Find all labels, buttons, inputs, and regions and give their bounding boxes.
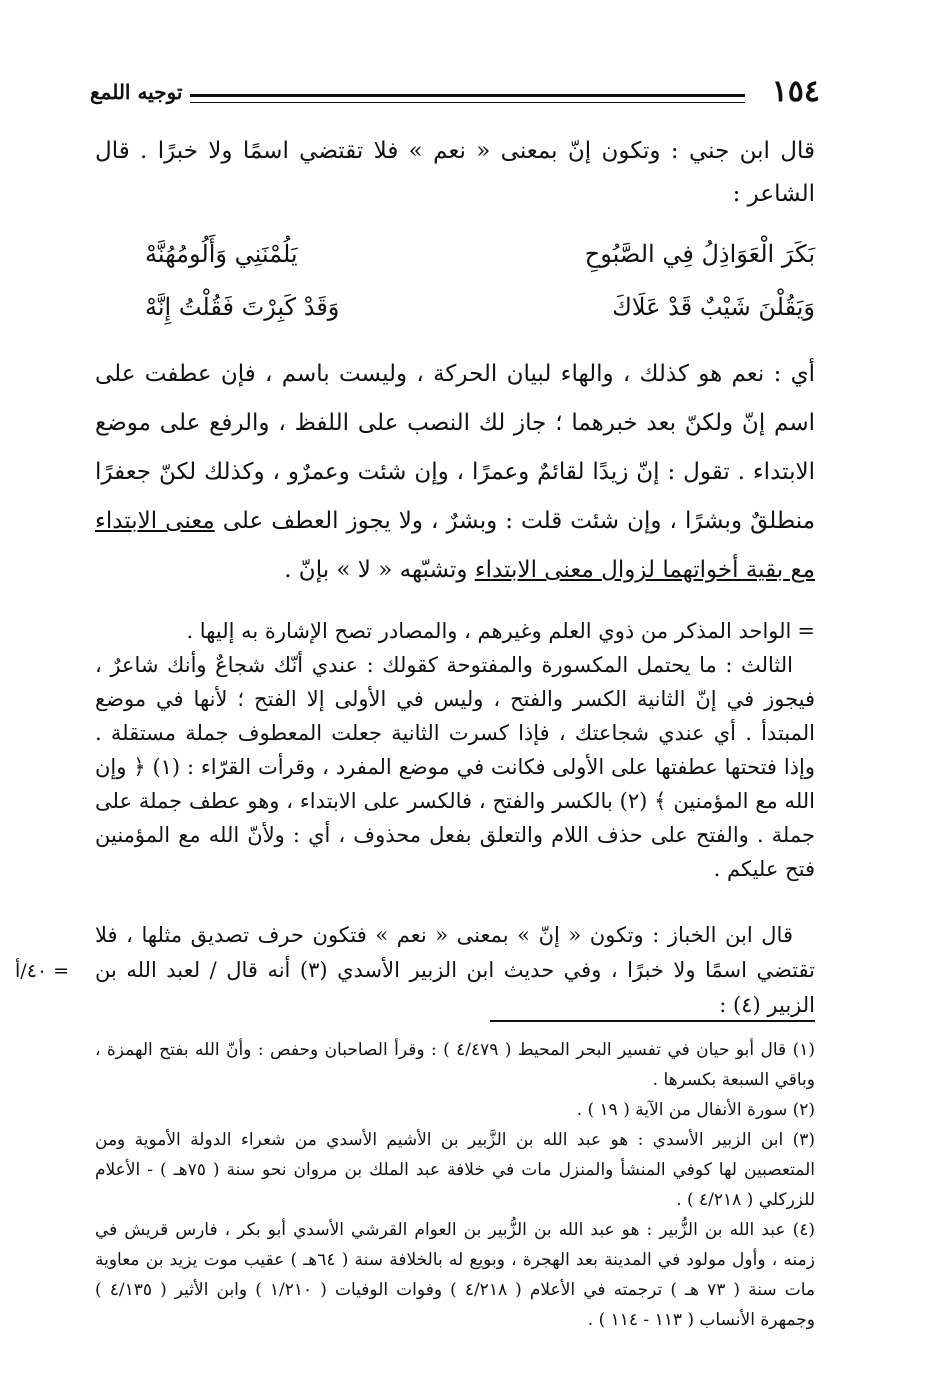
commentary-body: الثالث : ما يحتمل المكسورة والمفتوحة كقولك : عندي أنّك شجاعٌ وأنك شاعرٌ ، فيجوز في إنّ الثانية الكسر والفتح ، وليس في الأولى إلا الفتح ؛ لأنها في موضع المبتدأ . أي عندي شجاعتك ، فإذا كسرت الثانية جعلت المعطوف جملة مستقلة . وإذا فتحتها عطفتها على الأولى فكانت في موضع المفرد ، وقرأت القرّاء : (١) ﴿ وإن الله مع المؤمنين ﴾ (٢) بالكسر والفتح ، فالكسر على الابتداء ، وهو عطف جملة على جملة . والفتح على حذف اللام والتعلق بفعل محذوف ، أي : ولأنّ الله مع المؤمنين فتح عليكم .	[95, 653, 816, 881]
page-number: ١٥٤	[771, 74, 820, 109]
verse-line-1	[145, 240, 815, 288]
footnote-2: (٢) سورة الأنفال من الآية ( ١٩ ) .	[576, 1100, 815, 1120]
footnote-separator	[490, 1020, 815, 1022]
underlined-phrase: معنى الابتداء مع بقية أخواتهما لزوال معنى الابتداء	[95, 508, 815, 583]
explanation-tail: وتشبّهه « لا » بإنّ .	[284, 557, 475, 583]
commentary-section	[95, 614, 815, 886]
commentary-first-line	[95, 614, 815, 648]
paragraph-explanation	[95, 350, 815, 595]
verse-line-2	[145, 293, 815, 341]
page-header	[90, 72, 820, 112]
footnote-3: (٣) ابن الزبير الأسدي : هو عبد الله بن الزَّبير بن الأشيم الأسدي من شعراء الدولة الأموية ومن المتعصبين لها كوفي المنشأ والمنزل مات في خلافة عبد الملك بن مروان نحو سنة ( ٧٥هـ ) - الأعلام للزركلي ( ٤/٢١٨ ) .	[95, 1130, 816, 1210]
verse-hemistich: بَكَرَ الْعَوَاذِلُ فِي الصَّبُوحِ	[584, 240, 815, 268]
manuscript-folio-reference: ٤٠/أ =	[15, 960, 70, 982]
verse-hemistich: وَيَقُلْنَ شَيْبٌ قَدْ عَلَاكَ	[612, 293, 815, 321]
verse-hemistich: يَلُمْنَنِي وَأَلُومُهُنَّهْ	[145, 240, 298, 268]
footnotes	[95, 1035, 815, 1335]
verse-hemistich: وَقَدْ كَبِرْتَ فَقُلْتُ إِنَّهْ	[145, 293, 340, 321]
explanation-text: أي : نعم هو كذلك ، والهاء لبيان الحركة ، وليست باسم ، فإن عطفت على اسم إنّ ولكنّ بعد خبرهما ؛ جاز لك النصب على اللفظ ، والرفع على موضع الابتداء . تقول : إنّ زيدًا لقائمٌ وعمرًا ، وإن شئت وعمرٌو ، وكذلك لكنّ جعفرًا منطلقٌ وبشرًا ، وإن شئت قلت : وبشرٌ ، ولا يجوز العطف على	[95, 361, 816, 534]
footnote-4: (٤) عبد الله بن الزُّبير : هو عبد الله بن الزُّبير بن العوام القرشي الأسدي أبو بكر ، فارس قريش في زمنه ، وأول مولود في المدينة بعد الهجرة ، وبويع له بالخلافة سنة ( ٦٤هـ ) عقيب موت يزيد بن معاوية مات سنة ( ٧٣ هـ ) ترجمته في الأعلام ( ٤/٢١٨ ) وفوات الوفيات ( ١/٢١٠ ) وابن الأثير ( ٤/١٣٥ ) وجمهرة الأنساب ( ١١٣ - ١١٤ ) .	[95, 1220, 815, 1330]
running-title: توجيه اللمع	[90, 80, 183, 104]
continuation-mark: =	[797, 619, 815, 643]
ibn-khabbaz-text: قال ابن الخباز : وتكون « إنّ » بمعنى « نعم » فتكون حرف تصديق مثلها ، فلا تقتضي اسمًا ولا خبرًا ، وفي حديث ابن الزبير الأسدي (٣) أنه قال / لعبد الله بن الزبير (٤) :	[95, 923, 815, 1017]
header-rule	[190, 94, 745, 103]
footnote-1: (١) قال أبو حيان في تفسير البحر المحيط ( ٤/٤٧٩ ) : وقرأ الصاحبان وحفص : وأنّ الله بفتح الهمزة ، وباقي السبعة بكسرها .	[95, 1040, 815, 1090]
paragraph-ibn-khabbaz	[95, 918, 815, 1023]
commentary-line: الواحد المذكر من ذوي العلم وغيرهم ، والمصادر تصح الإشارة به إليها .	[186, 619, 792, 643]
paragraph-ibn-jinni: قال ابن جني : وتكون إنّ بمعنى « نعم » فلا تقتضي اسمًا ولا خبرًا . قال الشاعر :	[95, 138, 815, 207]
